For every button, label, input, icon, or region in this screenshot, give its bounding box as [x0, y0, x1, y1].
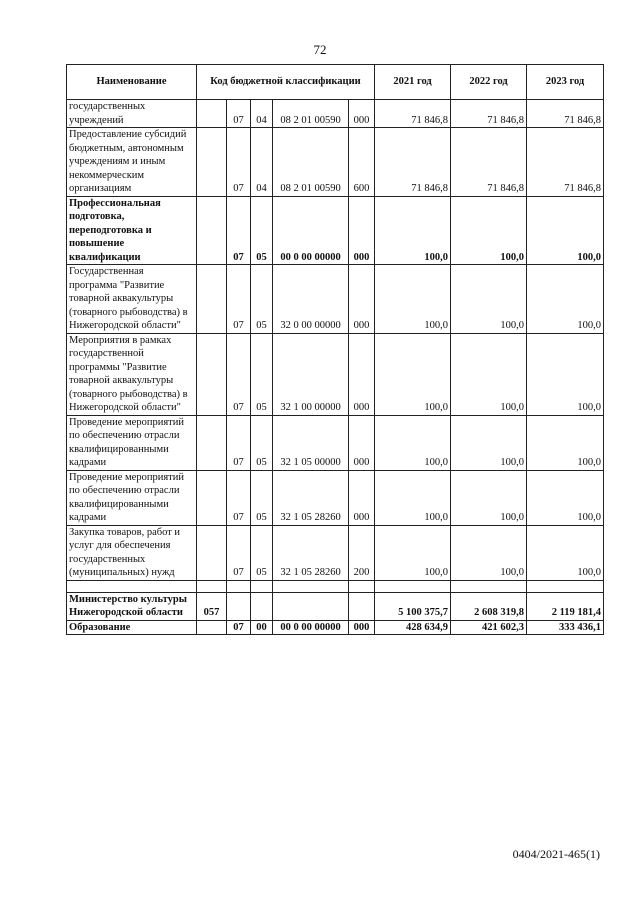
amount-2023: 333 436,1: [527, 620, 604, 635]
header-2022: 2022 год: [451, 65, 527, 100]
code-target: [273, 592, 349, 620]
code-section: [227, 580, 251, 592]
code-expense-type: 000: [349, 470, 375, 525]
code-subsection: 05: [251, 265, 273, 334]
code-section: [227, 592, 251, 620]
code-expense-type: 000: [349, 415, 375, 470]
amount-2021: 100,0: [375, 525, 451, 580]
header-2021: 2021 год: [375, 65, 451, 100]
code-target: 32 1 05 28260: [273, 525, 349, 580]
code-section: 07: [227, 196, 251, 265]
table-row: [67, 100, 604, 128]
code-admin: [197, 128, 227, 197]
amount-2023: 100,0: [527, 470, 604, 525]
amount-2021: 100,0: [375, 470, 451, 525]
code-target: 00 0 00 00000: [273, 620, 349, 635]
table-row: [67, 128, 604, 197]
amount-2021: 71 846,8: [375, 128, 451, 197]
code-subsection: 00: [251, 620, 273, 635]
code-section: 07: [227, 415, 251, 470]
code-admin: [197, 580, 227, 592]
amount-2022: [451, 580, 527, 592]
amount-2021: 100,0: [375, 196, 451, 265]
row-name: Проведение мероприятий по обеспечению отрасли квалифицированными кадрами: [67, 470, 197, 525]
table-row: [67, 415, 604, 470]
table-row: [67, 333, 604, 415]
amount-2021: 100,0: [375, 265, 451, 334]
code-subsection: 05: [251, 196, 273, 265]
code-expense-type: 000: [349, 620, 375, 635]
code-section: 07: [227, 265, 251, 334]
budget-table: [66, 64, 604, 635]
code-admin: [197, 620, 227, 635]
row-name: Предоставление субсидий бюджетным, автономным учреждениям и иным некоммерческим организациям: [67, 128, 197, 197]
table-row: [67, 265, 604, 334]
code-admin: [197, 415, 227, 470]
amount-2022: 100,0: [451, 196, 527, 265]
amount-2023: [527, 580, 604, 592]
code-admin: [197, 333, 227, 415]
code-admin: 057: [197, 592, 227, 620]
table-row: [67, 470, 604, 525]
header-code: Код бюджетной классификации: [197, 65, 375, 100]
row-name: Проведение мероприятий по обеспечению отрасли квалифицированными кадрами: [67, 415, 197, 470]
amount-2021: [375, 580, 451, 592]
row-name: Профессиональная подготовка, переподготовка и повышение квалификации: [67, 196, 197, 265]
code-admin: [197, 100, 227, 128]
amount-2021: 100,0: [375, 333, 451, 415]
code-admin: [197, 196, 227, 265]
code-target: [273, 580, 349, 592]
amount-2023: 71 846,8: [527, 128, 604, 197]
code-subsection: [251, 592, 273, 620]
code-section: 07: [227, 333, 251, 415]
header-2023: 2023 год: [527, 65, 604, 100]
code-target: 32 0 00 00000: [273, 265, 349, 334]
code-subsection: [251, 580, 273, 592]
amount-2021: 100,0: [375, 415, 451, 470]
amount-2022: 100,0: [451, 265, 527, 334]
amount-2023: 100,0: [527, 333, 604, 415]
amount-2022: 71 846,8: [451, 128, 527, 197]
code-section: 07: [227, 128, 251, 197]
code-admin: [197, 265, 227, 334]
amount-2023: 100,0: [527, 525, 604, 580]
table-row: [67, 580, 604, 592]
code-expense-type: [349, 580, 375, 592]
code-target: 32 1 05 28260: [273, 470, 349, 525]
amount-2023: 100,0: [527, 196, 604, 265]
amount-2022: 100,0: [451, 525, 527, 580]
amount-2021: 428 634,9: [375, 620, 451, 635]
code-subsection: 05: [251, 525, 273, 580]
code-section: 07: [227, 100, 251, 128]
row-name: [67, 580, 197, 592]
amount-2023: 2 119 181,4: [527, 592, 604, 620]
code-target: 08 2 01 00590: [273, 100, 349, 128]
table-row: [67, 592, 604, 620]
code-target: 32 1 00 00000: [273, 333, 349, 415]
code-subsection: 04: [251, 100, 273, 128]
document-code: 0404/2021-465(1): [512, 847, 600, 861]
amount-2023: 100,0: [527, 265, 604, 334]
code-admin: [197, 470, 227, 525]
amount-2022: 421 602,3: [451, 620, 527, 635]
code-subsection: 05: [251, 415, 273, 470]
row-name: государственных учреждений: [67, 100, 197, 128]
amount-2022: 100,0: [451, 333, 527, 415]
code-subsection: 05: [251, 333, 273, 415]
code-expense-type: 200: [349, 525, 375, 580]
code-subsection: 05: [251, 470, 273, 525]
code-expense-type: 000: [349, 265, 375, 334]
code-expense-type: [349, 592, 375, 620]
page-number: 72: [313, 42, 327, 57]
code-expense-type: 000: [349, 100, 375, 128]
code-subsection: 04: [251, 128, 273, 197]
header-name: Наименование: [67, 65, 197, 100]
amount-2021: 71 846,8: [375, 100, 451, 128]
amount-2023: 71 846,8: [527, 100, 604, 128]
row-name: Министерство культуры Нижегородской области: [67, 592, 197, 620]
amount-2021: 5 100 375,7: [375, 592, 451, 620]
amount-2022: 71 846,8: [451, 100, 527, 128]
code-expense-type: 000: [349, 333, 375, 415]
code-target: 08 2 01 00590: [273, 128, 349, 197]
row-name: Закупка товаров, работ и услуг для обеспечения государственных (муниципальных) нужд: [67, 525, 197, 580]
code-expense-type: 600: [349, 128, 375, 197]
table-row: [67, 525, 604, 580]
amount-2022: 2 608 319,8: [451, 592, 527, 620]
amount-2023: 100,0: [527, 415, 604, 470]
row-name: Мероприятия в рамках государственной программы "Развитие товарной аквакультуры (товарного рыбоводства) в Нижегородской области": [67, 333, 197, 415]
amount-2022: 100,0: [451, 415, 527, 470]
code-target: 32 1 05 00000: [273, 415, 349, 470]
row-name: Государственная программа "Развитие товарной аквакультуры (товарного рыбоводства) в Нижегородской области": [67, 265, 197, 334]
code-admin: [197, 525, 227, 580]
table-row: [67, 620, 604, 635]
code-section: 07: [227, 525, 251, 580]
code-expense-type: 000: [349, 196, 375, 265]
code-section: 07: [227, 470, 251, 525]
table-row: [67, 196, 604, 265]
row-name: Образование: [67, 620, 197, 635]
table-header-row: [67, 65, 604, 100]
code-target: 00 0 00 00000: [273, 196, 349, 265]
amount-2022: 100,0: [451, 470, 527, 525]
code-section: 07: [227, 620, 251, 635]
